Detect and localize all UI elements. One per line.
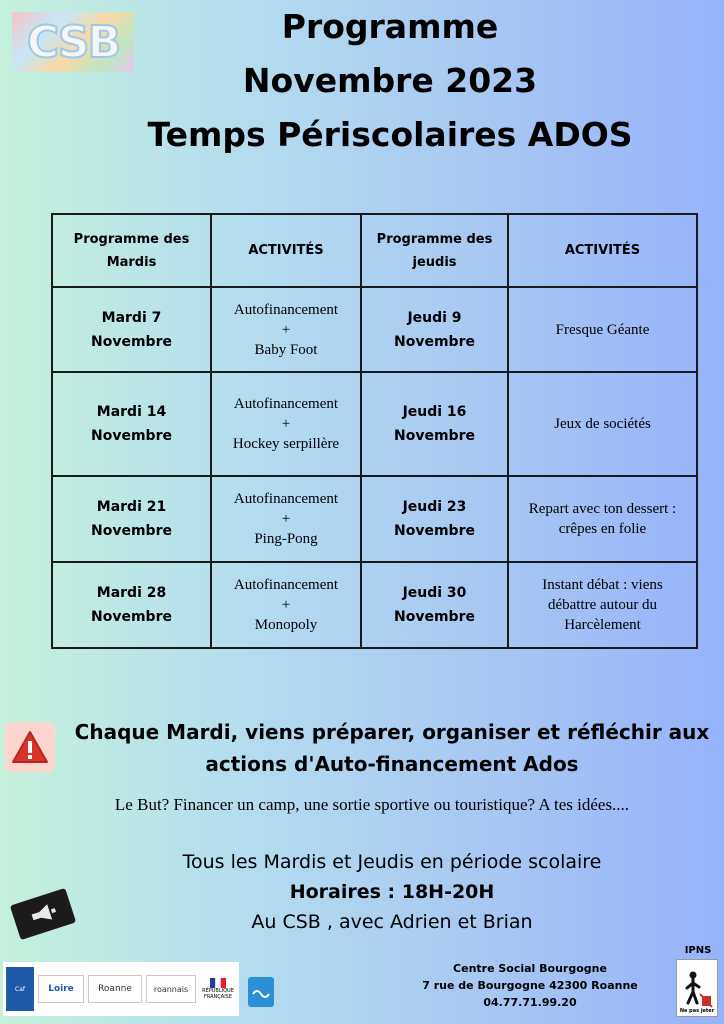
title-line-1: Programme: [281, 7, 499, 46]
announcement-headline: Chaque Mardi, viens préparer, organiser et réfléchir aux actions d'Auto-financement Ados: [74, 720, 710, 776]
schedule-days: Tous les Mardis et Jeudis en période scolaire: [182, 851, 602, 873]
mardi-date: Mardi 7 Novembre: [52, 287, 211, 372]
table-row: [52, 372, 697, 476]
announcement-goal: Le But? Financer un camp, une sortie sportive ou touristique? A tes idées....: [114, 795, 630, 814]
jeudi-date: Jeudi 16 Novembre: [361, 372, 508, 476]
table-row: [52, 287, 697, 372]
program-table: [51, 213, 698, 649]
roannais-logo: [146, 975, 196, 1003]
header-activites-2: ACTIVITÉS: [508, 214, 697, 287]
mardi-activity: [211, 372, 361, 476]
center-street: 7 rue de Bourgogne 42300 Roanne: [422, 979, 638, 992]
address-block: [400, 960, 660, 1011]
table-header-row: [52, 214, 697, 287]
do-not-litter-icon: [681, 970, 713, 1008]
flag-icon: [210, 978, 226, 988]
roanne-logo-text: Roanne: [98, 984, 132, 994]
activity-line: Autofinancement: [233, 577, 339, 593]
activity-plus: +: [281, 416, 291, 432]
loire-logo: [38, 975, 84, 1003]
activity-line: Autofinancement: [233, 396, 339, 412]
activity-line: Baby Foot: [254, 341, 318, 358]
page-title: [80, 0, 700, 162]
mardi-date: Mardi 21 Novembre: [52, 476, 211, 562]
republique-francaise-logo: [200, 967, 236, 1011]
activity-line: Autofinancement: [233, 301, 339, 318]
jeudi-activity: Jeux de sociétés: [508, 372, 697, 476]
center-name: Centre Social Bourgogne: [453, 962, 607, 975]
mardi-activity: [211, 476, 361, 562]
roannais-logo-text: roannais: [153, 984, 189, 994]
partner-badge-icon: [248, 977, 274, 1007]
title-line-3: Temps Périscolaires ADOS: [147, 115, 633, 154]
activity-plus: +: [281, 321, 291, 338]
partner-logos: [3, 962, 239, 1016]
header-jeudis: Programme des jeudis: [361, 214, 508, 287]
header-activites-1: ACTIVITÉS: [211, 214, 361, 287]
caf-logo-text: Caf: [15, 985, 25, 993]
activity-line: Ping-Pong: [254, 531, 318, 547]
jeudi-date: Jeudi 23 Novembre: [361, 476, 508, 562]
loire-logo-text: Loire: [48, 984, 74, 994]
mardi-date: Mardi 14 Novembre: [52, 372, 211, 476]
schedule: [60, 847, 724, 937]
mardi-activity: [211, 287, 361, 372]
schedule-hours: Horaires : 18H-20H: [289, 881, 495, 903]
mardi-activity: [211, 562, 361, 648]
jeudi-activity: Repart avec ton dessert : crêpes en folie: [508, 476, 697, 562]
activity-plus: +: [281, 597, 291, 613]
ipns-badge: [676, 959, 718, 1017]
warning-icon: [5, 722, 55, 772]
jeudi-date: Jeudi 30 Novembre: [361, 562, 508, 648]
ipns-label: IPNS: [684, 945, 712, 956]
activity-line: Monopoly: [254, 617, 318, 633]
table-row: [52, 476, 697, 562]
activity-plus: +: [281, 511, 291, 527]
center-phone: 04.77.71.99.20: [483, 996, 577, 1009]
jeudi-date: Jeudi 9 Novembre: [361, 287, 508, 372]
ipns-caption: Ne pas jeter: [679, 1008, 715, 1014]
schedule-place: Au CSB , avec Adrien et Brian: [251, 911, 533, 933]
table-row: [52, 562, 697, 648]
title-line-2: Novembre 2023: [242, 61, 538, 100]
jeudi-activity: Instant débat : viens débattre autour du Harcèlement: [508, 562, 697, 648]
roanne-logo: [88, 975, 142, 1003]
caf-logo: [6, 967, 34, 1011]
logo-text: CSB: [26, 16, 120, 68]
header-mardis: Programme des Mardis: [52, 214, 211, 287]
jeudi-activity: Fresque Géante: [508, 287, 697, 372]
activity-line: Autofinancement: [233, 491, 339, 507]
activity-line: Hockey serpillère: [232, 436, 340, 452]
rf-logo-text: RÉPUBLIQUE FRANÇAISE: [202, 988, 234, 1000]
mardi-date: Mardi 28 Novembre: [52, 562, 211, 648]
